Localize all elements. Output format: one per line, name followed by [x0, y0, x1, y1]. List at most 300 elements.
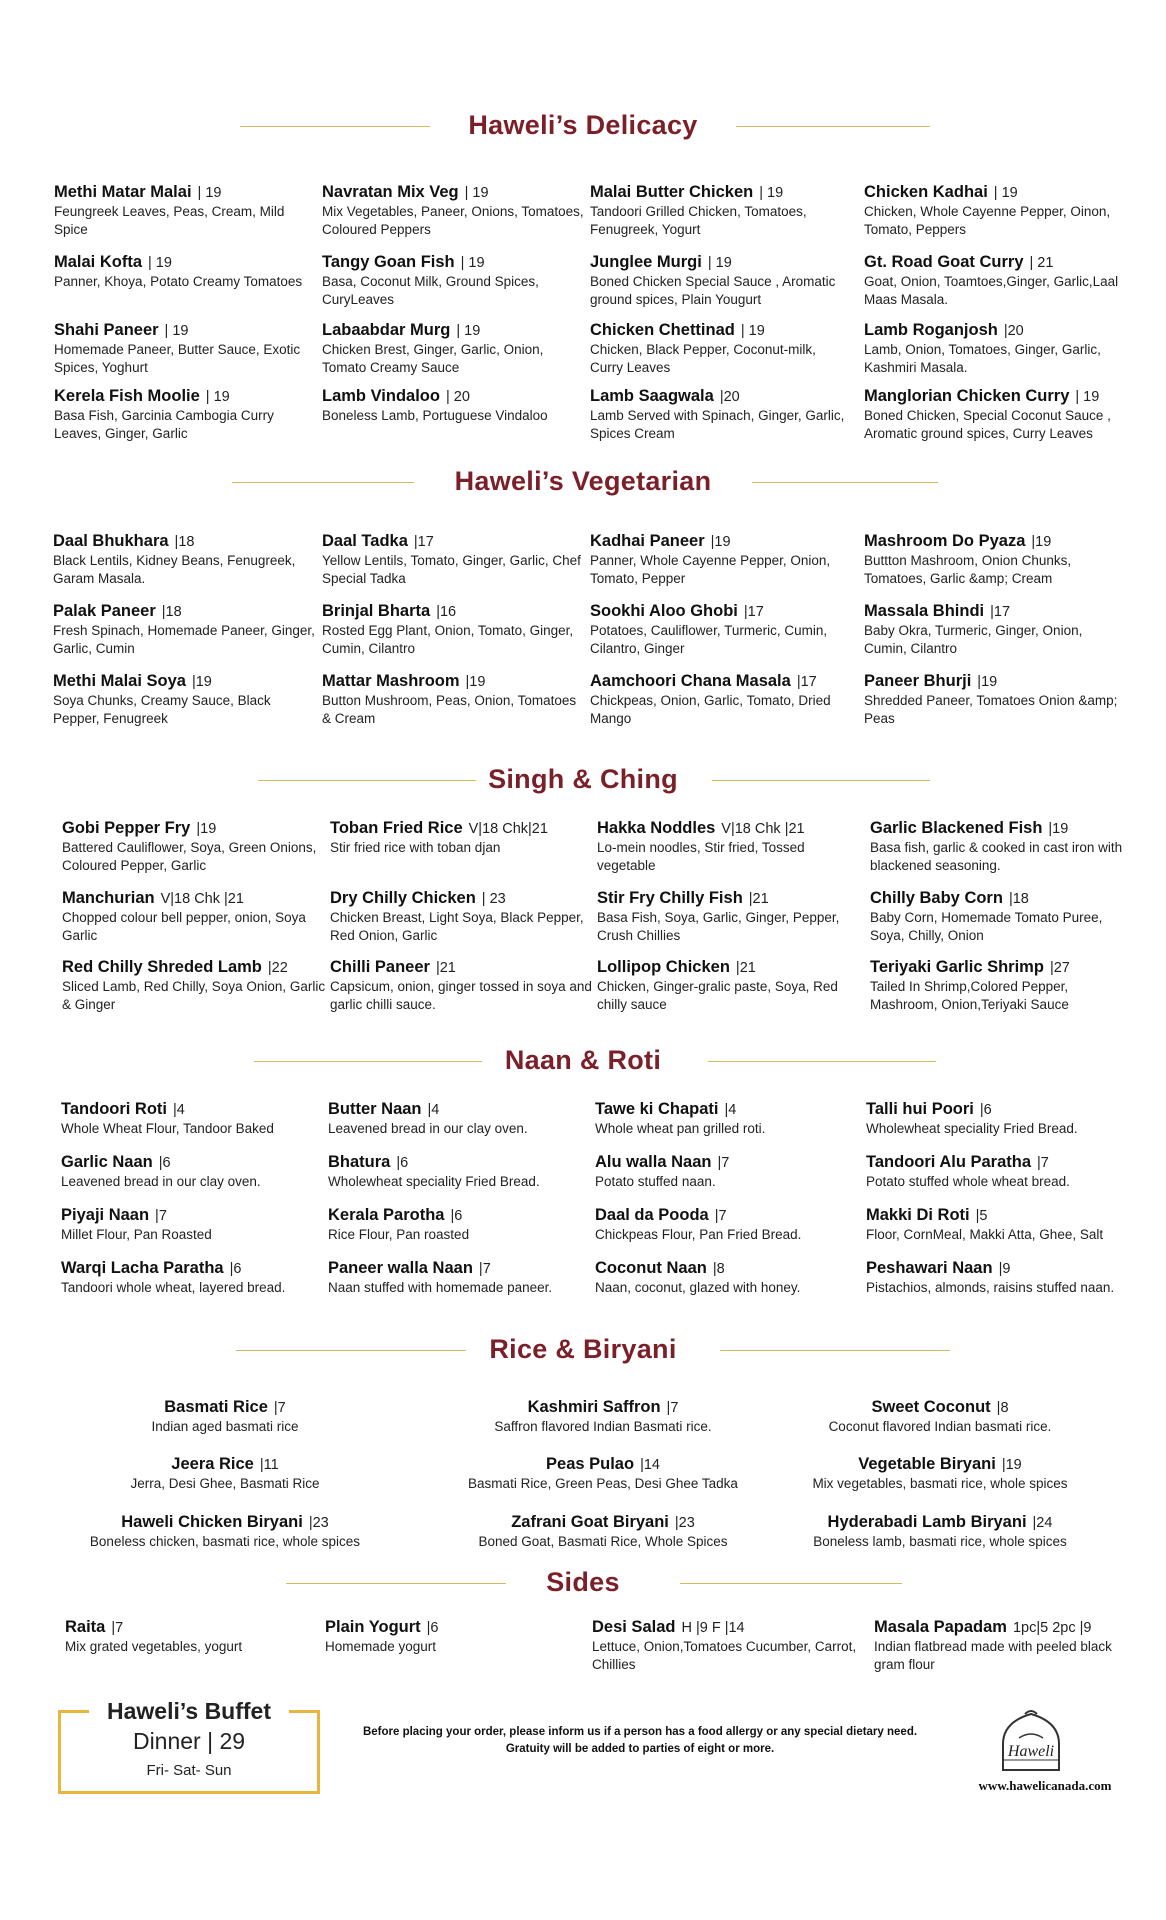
- rice-item: [60, 1455, 390, 1493]
- item-name: Labaabdar Murg: [322, 321, 451, 339]
- ching-item-header: [597, 819, 861, 838]
- item-price: | 19: [707, 255, 732, 271]
- item-description: Buttton Mashroom, Onion Chunks, Tomatoes, Garlic &amp; Cream: [864, 553, 1072, 586]
- naan-item-header: [866, 1206, 1138, 1225]
- item-description: Rice Flour, Pan roasted: [328, 1227, 470, 1242]
- naan-item: [61, 1153, 333, 1191]
- delicacy-item: [322, 253, 584, 309]
- naan-item: [866, 1153, 1138, 1191]
- delicacy-item-header: [864, 321, 1126, 340]
- naan-item-header: [61, 1259, 333, 1278]
- item-price: |21: [748, 891, 769, 907]
- item-price: |19: [1001, 1457, 1022, 1473]
- item-description: Chopped colour bell pepper, onion, Soya Garlic: [62, 910, 306, 943]
- item-name: Methi Malai Soya: [53, 672, 186, 690]
- vegetarian-item-header: [53, 672, 315, 691]
- vegetarian-item: [590, 602, 852, 658]
- item-price: | 19: [205, 389, 230, 405]
- item-price: |19: [1031, 534, 1052, 550]
- delicacy-item: [590, 253, 852, 309]
- item-name: Paneer Bhurji: [864, 672, 972, 690]
- naan-item-header: [866, 1153, 1138, 1172]
- delicacy-item: [54, 183, 316, 239]
- item-price: |7: [666, 1400, 679, 1416]
- delicacy-item: [54, 387, 316, 443]
- item-name: Basmati Rice: [164, 1398, 268, 1416]
- item-description: Mix grated vegetables, yogurt: [65, 1639, 243, 1654]
- item-price: |17: [413, 534, 434, 550]
- item-description: Capsicum, onion, ginger tossed in soya and garlic chilli sauce.: [330, 979, 592, 1012]
- item-name: Tandoori Roti: [61, 1100, 168, 1118]
- rice-item: [60, 1398, 390, 1436]
- delicacy-item: [864, 321, 1126, 377]
- item-description: Tandoori Grilled Chicken, Tomatoes, Fenugreek, Yogurt: [590, 204, 807, 237]
- item-description: Mix Vegetables, Paneer, Onions, Tomatoes, Coloured Peppers: [322, 204, 584, 237]
- item-price: |6: [426, 1620, 439, 1636]
- ching-item: [330, 889, 594, 945]
- rice-item: [438, 1398, 768, 1436]
- item-name: Aamchoori Chana Masala: [590, 672, 791, 690]
- vegetarian-item-header: [590, 602, 852, 621]
- item-description: Coconut flavored Indian basmati rice.: [828, 1419, 1052, 1434]
- item-price: |18: [174, 534, 195, 550]
- item-price: |24: [1032, 1515, 1053, 1531]
- notice-line-1: Before placing your order, please inform us if a person has a food allergy or any special dietary need.: [362, 1726, 918, 1738]
- item-name: Daal Bhukhara: [53, 532, 169, 550]
- item-description: Indian flatbread made with peeled black gram flour: [874, 1639, 1112, 1672]
- item-price: | 19: [164, 323, 189, 339]
- item-price: 1pc|5 2pc |9: [1012, 1620, 1092, 1636]
- item-name: Shahi Paneer: [54, 321, 159, 339]
- item-price: |27: [1049, 960, 1070, 976]
- naan-item: [866, 1206, 1138, 1244]
- vegetarian-item-header: [864, 672, 1126, 691]
- website-url[interactable]: www.hawelicanada.com: [978, 1778, 1112, 1793]
- item-name: Gt. Road Goat Curry: [864, 253, 1024, 271]
- item-name: Tangy Goan Fish: [322, 253, 455, 271]
- sides-heading: Sides: [546, 1567, 620, 1597]
- item-price: | 20: [445, 389, 470, 405]
- item-price: |19: [977, 674, 998, 690]
- rice-item-header: [60, 1398, 390, 1417]
- item-name: Paneer walla Naan: [328, 1259, 473, 1277]
- naan-item: [61, 1100, 333, 1138]
- item-description: Basa Fish, Garcinia Cambogia Curry Leaves, Ginger, Garlic: [54, 408, 274, 441]
- item-description: Sliced Lamb, Red Chilly, Soya Onion, Garlic & Ginger: [62, 979, 326, 1012]
- item-price: V|18 Chk |21: [721, 821, 805, 837]
- item-description: Chicken, Ginger-gralic paste, Soya, Red chilly sauce: [597, 979, 838, 1012]
- item-description: Pistachios, almonds, raisins stuffed naan.: [866, 1280, 1115, 1295]
- item-name: Hyderabadi Lamb Biryani: [827, 1513, 1027, 1531]
- item-name: Piyaji Naan: [61, 1206, 150, 1224]
- ching-item: [330, 819, 594, 857]
- sides-item-header: [65, 1618, 335, 1637]
- rice-heading: Rice & Biryani: [489, 1334, 677, 1364]
- item-name: Kashmiri Saffron: [527, 1398, 661, 1416]
- ching-item: [870, 958, 1134, 1014]
- item-description: Homemade Paneer, Butter Sauce, Exotic Spices, Yoghurt: [54, 342, 301, 375]
- sides-item-header: [592, 1618, 862, 1637]
- section-title-vegetarian: [0, 466, 1166, 497]
- item-price: | 23: [481, 891, 506, 907]
- vegetarian-item-header: [590, 532, 852, 551]
- naan-heading: Naan & Roti: [504, 1045, 662, 1075]
- item-name: Gobi Pepper Fry: [62, 819, 191, 837]
- item-price: |21: [435, 960, 456, 976]
- item-description: Homemade yogurt: [325, 1639, 437, 1654]
- item-price: |6: [450, 1208, 463, 1224]
- naan-item: [595, 1259, 867, 1297]
- item-price: |18: [1008, 891, 1029, 907]
- item-price: |19: [191, 674, 212, 690]
- item-price: |6: [396, 1155, 409, 1171]
- ching-item: [330, 958, 594, 1014]
- item-price: |19: [196, 821, 217, 837]
- delicacy-item: [322, 321, 584, 377]
- item-price: |19: [1048, 821, 1069, 837]
- delicacy-item: [864, 387, 1126, 443]
- naan-item-header: [595, 1100, 867, 1119]
- item-description: Leavened bread in our clay oven.: [61, 1174, 261, 1189]
- item-description: Battered Cauliflower, Soya, Green Onions, Coloured Pepper, Garlic: [62, 840, 317, 873]
- item-name: Garlic Blackened Fish: [870, 819, 1043, 837]
- delicacy-item-header: [590, 253, 852, 272]
- item-description: Naan stuffed with homemade paneer.: [328, 1280, 553, 1295]
- naan-item: [61, 1206, 333, 1244]
- rice-item: [438, 1513, 768, 1551]
- naan-item-header: [328, 1206, 600, 1225]
- vegetarian-item: [322, 532, 584, 588]
- item-name: Jeera Rice: [171, 1455, 254, 1473]
- item-description: Lettuce, Onion,Tomatoes Cucumber, Carrot, Chillies: [592, 1639, 857, 1672]
- delicacy-item-header: [322, 321, 584, 340]
- item-description: Wholewheat speciality Fried Bread.: [866, 1121, 1078, 1136]
- naan-item: [328, 1100, 600, 1138]
- item-price: | 19: [464, 185, 489, 201]
- item-description: Whole Wheat Flour, Tandoor Baked: [61, 1121, 274, 1136]
- item-name: Kadhai Paneer: [590, 532, 705, 550]
- delicacy-item-header: [590, 321, 852, 340]
- delicacy-item-header: [322, 183, 584, 202]
- item-price: | 21: [1029, 255, 1054, 271]
- ching-item: [870, 819, 1134, 875]
- buffet-box: [58, 1698, 320, 1794]
- item-name: Mattar Mashroom: [322, 672, 460, 690]
- naan-item-header: [61, 1153, 333, 1172]
- ching-item-header: [330, 958, 594, 977]
- item-description: Naan, coconut, glazed with honey.: [595, 1280, 801, 1295]
- item-name: Coconut Naan: [595, 1259, 707, 1277]
- item-description: Basa fish, garlic & cooked in cast iron with blackened seasoning.: [870, 840, 1123, 873]
- item-price: |20: [719, 389, 740, 405]
- naan-item-header: [61, 1100, 333, 1119]
- item-price: |7: [111, 1620, 124, 1636]
- naan-item: [328, 1153, 600, 1191]
- item-price: | 19: [759, 185, 784, 201]
- item-description: Goat, Onion, Toamtoes,Ginger, Garlic,Laal Maas Masala.: [864, 274, 1119, 307]
- item-description: Boneless Lamb, Portuguese Vindaloo: [322, 408, 548, 423]
- item-name: Makki Di Roti: [866, 1206, 970, 1224]
- item-description: Fresh Spinach, Homemade Paneer, Ginger, Garlic, Cumin: [53, 623, 315, 656]
- item-name: Chilli Paneer: [330, 958, 430, 976]
- delicacy-item-header: [54, 253, 316, 272]
- naan-item-header: [328, 1100, 600, 1119]
- item-price: | 19: [148, 255, 172, 271]
- ching-item-header: [870, 958, 1134, 977]
- item-description: Saffron flavored Indian Basmati rice.: [494, 1419, 712, 1434]
- ching-item-header: [330, 819, 594, 838]
- naan-item: [595, 1100, 867, 1138]
- item-price: |5: [975, 1208, 988, 1224]
- item-price: H |9 F |14: [681, 1620, 745, 1636]
- delicacy-item: [54, 321, 316, 377]
- vegetarian-item: [322, 602, 584, 658]
- vegetarian-heading: Haweli’s Vegetarian: [454, 466, 712, 496]
- vegetarian-item: [864, 532, 1126, 588]
- item-description: Wholewheat speciality Fried Bread.: [328, 1174, 540, 1189]
- rice-item-header: [60, 1455, 390, 1474]
- rice-item-header: [775, 1455, 1105, 1474]
- item-price: | 19: [993, 185, 1018, 201]
- item-name: Warqi Lacha Paratha: [61, 1259, 224, 1277]
- item-name: Massala Bhindi: [864, 602, 985, 620]
- naan-item: [595, 1153, 867, 1191]
- item-name: Junglee Murgi: [590, 253, 702, 271]
- item-description: Lamb, Onion, Tomatoes, Ginger, Garlic, Kashmiri Masala.: [864, 342, 1101, 375]
- item-description: Chicken Breast, Light Soya, Black Pepper, Red Onion, Garlic: [330, 910, 584, 943]
- section-title-ching: [0, 764, 1166, 795]
- ching-item: [62, 819, 326, 875]
- item-name: Toban Fried Rice: [330, 819, 463, 837]
- item-description: Chicken, Black Pepper, Coconut-milk, Curry Leaves: [590, 342, 816, 375]
- item-price: |6: [979, 1102, 992, 1118]
- item-name: Plain Yogurt: [325, 1618, 421, 1636]
- delicacy-item-header: [864, 183, 1126, 202]
- item-price: | 19: [197, 185, 222, 201]
- item-description: Chicken Brest, Ginger, Garlic, Onion, Tomato Creamy Sauce: [322, 342, 544, 375]
- item-description: Potato stuffed naan.: [595, 1174, 716, 1189]
- naan-item-header: [61, 1206, 333, 1225]
- section-title-naan: [0, 1045, 1166, 1076]
- item-price: | 19: [1075, 389, 1100, 405]
- item-description: Boneless lamb, basmati rice, whole spices: [813, 1534, 1067, 1549]
- naan-item: [328, 1206, 600, 1244]
- item-name: Manchurian: [62, 889, 155, 907]
- sides-item-header: [325, 1618, 595, 1637]
- item-description: Basa Fish, Soya, Garlic, Ginger, Pepper, Crush Chillies: [597, 910, 840, 943]
- item-price: |4: [724, 1102, 737, 1118]
- ching-item: [597, 889, 861, 945]
- delicacy-heading: Haweli’s Delicacy: [468, 110, 698, 140]
- item-price: | 19: [740, 323, 765, 339]
- item-description: Lamb Served with Spinach, Ginger, Garlic, Spices Cream: [590, 408, 845, 441]
- item-name: Lamb Vindaloo: [322, 387, 440, 405]
- vegetarian-item: [53, 602, 315, 658]
- naan-item-header: [595, 1206, 867, 1225]
- sides-item: [874, 1618, 1144, 1674]
- item-description: Millet Flour, Pan Roasted: [61, 1227, 212, 1242]
- ching-item-header: [62, 958, 326, 977]
- item-name: Bhatura: [328, 1153, 391, 1171]
- section-title-delicacy: [0, 110, 1166, 141]
- item-price: |8: [712, 1261, 725, 1277]
- rice-item-header: [60, 1513, 390, 1532]
- logo-text: Haweli: [1007, 1743, 1055, 1760]
- vegetarian-item-header: [864, 602, 1126, 621]
- item-name: Tawe ki Chapati: [595, 1100, 719, 1118]
- item-price: |20: [1003, 323, 1024, 339]
- item-description: Boned Goat, Basmati Rice, Whole Spices: [478, 1534, 728, 1549]
- ching-item-header: [597, 958, 861, 977]
- ching-item-header: [870, 819, 1134, 838]
- item-name: Chicken Chettinad: [590, 321, 735, 339]
- sides-item: [592, 1618, 862, 1674]
- item-description: Mix vegetables, basmati rice, whole spices: [812, 1476, 1068, 1491]
- item-name: Manglorian Chicken Curry: [864, 387, 1070, 405]
- item-name: Daal Tadka: [322, 532, 408, 550]
- item-price: |4: [173, 1102, 185, 1118]
- item-name: Mashroom Do Pyaza: [864, 532, 1026, 550]
- delicacy-item-header: [590, 183, 852, 202]
- delicacy-item-header: [54, 321, 316, 340]
- item-price: |4: [427, 1102, 440, 1118]
- rice-item: [775, 1513, 1105, 1551]
- item-description: Lo-mein noodles, Stir fried, Tossed vegetable: [597, 840, 805, 873]
- item-name: Desi Salad: [592, 1618, 676, 1636]
- item-price: |7: [273, 1400, 286, 1416]
- item-name: Malai Kofta: [54, 253, 143, 271]
- item-name: Stir Fry Chilly Fish: [597, 889, 743, 907]
- item-description: Boneless chicken, basmati rice, whole spices: [89, 1534, 361, 1549]
- item-description: Jerra, Desi Ghee, Basmati Rice: [130, 1476, 320, 1491]
- item-description: Soya Chunks, Creamy Sauce, Black Pepper, Fenugreek: [53, 693, 271, 726]
- item-description: Stir fried rice with toban djan: [330, 840, 501, 855]
- item-name: Lamb Roganjosh: [864, 321, 998, 339]
- item-description: Leavened bread in our clay oven.: [328, 1121, 528, 1136]
- item-name: Sookhi Aloo Ghobi: [590, 602, 738, 620]
- item-price: |7: [1037, 1155, 1049, 1171]
- item-price: |23: [308, 1515, 329, 1531]
- item-description: Chickpeas Flour, Pan Fried Bread.: [595, 1227, 802, 1242]
- delicacy-item: [590, 387, 852, 443]
- ching-item: [870, 889, 1134, 945]
- item-name: Sweet Coconut: [871, 1398, 991, 1416]
- item-price: |23: [674, 1515, 695, 1531]
- ching-item: [62, 958, 326, 1014]
- item-name: Haweli Chicken Biryani: [121, 1513, 303, 1531]
- vegetarian-item: [53, 672, 315, 728]
- item-price: |21: [735, 960, 756, 976]
- item-name: Garlic Naan: [61, 1153, 153, 1171]
- vegetarian-item-header: [322, 602, 584, 621]
- item-name: Palak Paneer: [53, 602, 156, 620]
- naan-item: [866, 1100, 1138, 1138]
- item-name: Alu walla Naan: [595, 1153, 712, 1171]
- item-description: Tailed In Shrimp,Colored Pepper, Mashroom, Onion,Teriyaki Sauce: [870, 979, 1069, 1012]
- item-description: Panner, Khoya, Potato Creamy Tomatoes: [54, 274, 303, 289]
- rice-item: [775, 1455, 1105, 1493]
- sides-item-header: [874, 1618, 1144, 1637]
- delicacy-item: [322, 387, 584, 425]
- vegetarian-item: [864, 602, 1126, 658]
- item-price: |8: [996, 1400, 1009, 1416]
- item-description: Feungreek Leaves, Peas, Cream, Mild Spice: [54, 204, 285, 237]
- item-price: | 19: [460, 255, 485, 271]
- item-description: Indian aged basmati rice: [151, 1419, 299, 1434]
- naan-item-header: [866, 1100, 1138, 1119]
- item-name: Zafrani Goat Biryani: [511, 1513, 669, 1531]
- item-description: Boned Chicken Special Sauce , Aromatic ground spices, Plain Yougurt: [590, 274, 836, 307]
- item-name: Masala Papadam: [874, 1618, 1007, 1636]
- item-name: Malai Butter Chicken: [590, 183, 754, 201]
- item-price: |14: [640, 1457, 660, 1473]
- item-description: Button Mushroom, Peas, Onion, Tomatoes & Cream: [322, 693, 577, 726]
- buffet-price: Dinner | 29: [132, 1728, 246, 1754]
- item-price: |17: [796, 674, 817, 690]
- item-name: Hakka Noddles: [597, 819, 716, 837]
- ching-item-header: [330, 889, 594, 908]
- vegetarian-item-header: [53, 532, 315, 551]
- item-description: Basmati Rice, Green Peas, Desi Ghee Tadka: [468, 1476, 738, 1491]
- ching-item-header: [62, 889, 326, 908]
- item-description: Shredded Paneer, Tomatoes Onion &amp; Peas: [864, 693, 1118, 726]
- item-name: Lollipop Chicken: [597, 958, 730, 976]
- haweli-logo: [995, 1708, 1067, 1776]
- rice-item-header: [775, 1398, 1105, 1417]
- delicacy-item-header: [54, 183, 316, 202]
- naan-item: [866, 1259, 1138, 1297]
- rice-item-header: [438, 1455, 768, 1474]
- item-name: Lamb Saagwala: [590, 387, 714, 405]
- item-name: Teriyaki Garlic Shrimp: [870, 958, 1044, 976]
- item-description: Black Lentils, Kidney Beans, Fenugreek, Garam Masala.: [53, 553, 296, 586]
- rice-item-header: [438, 1398, 768, 1417]
- item-description: Baby Okra, Turmeric, Ginger, Onion, Cumin, Cilantro: [864, 623, 1083, 656]
- section-title-rice: [0, 1334, 1166, 1365]
- item-name: Navratan Mix Veg: [322, 183, 459, 201]
- item-name: Talli hui Poori: [866, 1100, 974, 1118]
- item-name: Vegetable Biryani: [858, 1455, 996, 1473]
- ching-item-header: [597, 889, 861, 908]
- buffet-days: Fri- Sat- Sun: [146, 1762, 232, 1779]
- naan-item: [595, 1206, 867, 1244]
- item-description: Chickpeas, Onion, Garlic, Tomato, Dried Mango: [590, 693, 831, 726]
- ching-item-header: [870, 889, 1134, 908]
- item-price: |18: [161, 604, 182, 620]
- item-price: |11: [259, 1457, 279, 1473]
- sides-item: [65, 1618, 335, 1656]
- ching-item-header: [62, 819, 326, 838]
- item-price: |22: [267, 960, 288, 976]
- item-name: Butter Naan: [328, 1100, 422, 1118]
- delicacy-item: [590, 321, 852, 377]
- delicacy-item: [864, 183, 1126, 239]
- item-description: Rosted Egg Plant, Onion, Tomato, Ginger, Cumin, Cilantro: [322, 623, 574, 656]
- item-name: Kerela Fish Moolie: [54, 387, 200, 405]
- item-name: Daal da Pooda: [595, 1206, 709, 1224]
- item-description: Baby Corn, Homemade Tomato Puree, Soya, Chilly, Onion: [870, 910, 1103, 943]
- item-description: Tandoori whole wheat, layered bread.: [61, 1280, 286, 1295]
- naan-item-header: [328, 1259, 600, 1278]
- rice-item: [60, 1513, 390, 1551]
- ching-item: [597, 819, 861, 875]
- item-description: Boned Chicken, Special Coconut Sauce , Aromatic ground spices, Curry Leaves: [864, 408, 1111, 441]
- rice-item-header: [775, 1513, 1105, 1532]
- naan-item-header: [866, 1259, 1138, 1278]
- delicacy-item-header: [590, 387, 852, 406]
- item-name: Raita: [65, 1618, 106, 1636]
- ching-heading: Singh & Ching: [488, 764, 678, 794]
